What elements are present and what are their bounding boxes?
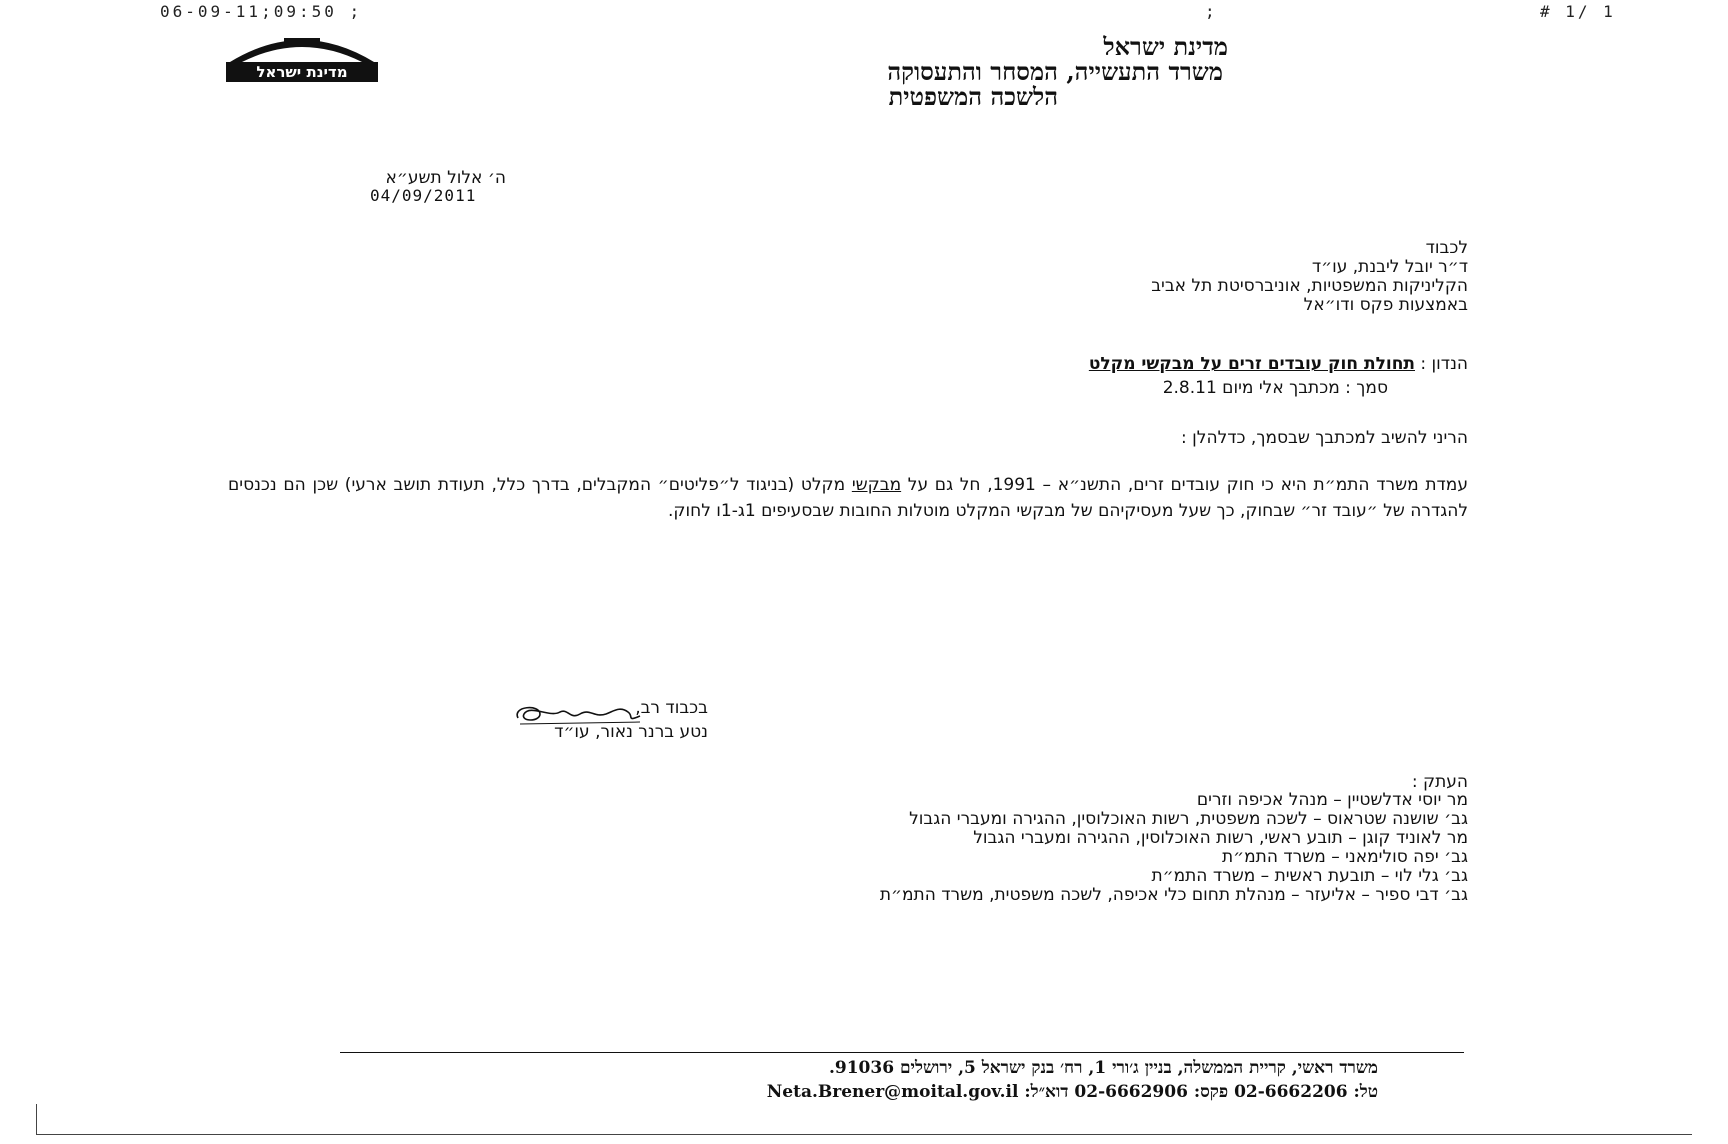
body-text-part1: עמדת משרד התמ״ת היא כי חוק עובדים זרים, התשנ״א – 1991, חל גם על (901, 475, 1468, 495)
body-paragraph (228, 472, 1468, 524)
subject-text: תחולת חוק עובדים זרים על מבקשי מקלט (1088, 354, 1415, 374)
scan-bottom-border (36, 1134, 1692, 1135)
recipient-name: ד״ר יובל ליבנת, עו״ד (1311, 257, 1468, 277)
letterhead-state: מדינת ישראל (1103, 32, 1228, 61)
date-hebrew: ה׳ אלול תשע״א (385, 168, 506, 188)
copy-recipient-4: גב׳ יפה סולימאני – משרד התמ״ת (1221, 847, 1468, 867)
footer-contact: טל: 02-6662206 פקס: 02-6662906 דוא״ל: Neta.Brener@moital.gov.il (766, 1082, 1378, 1102)
date-gregorian: 04/09/2011 (370, 186, 477, 205)
copy-recipient-6: גב׳ דבי ספיר – אליעזר – מנהלת תחום כלי אכיפה, לשכה משפטית, משרד התמ״ת (879, 885, 1468, 905)
body-text-underlined: מבקשי (851, 475, 902, 495)
copy-recipient-3: מר לאוניד קוגן – תובע ראשי, רשות האוכלוסין, ההגירה ומעברי הגבול (973, 828, 1468, 848)
copy-recipient-2: גב׳ שושנה שטראוס – לשכה משפטית, רשות האוכלוסין, ההגירה ומעברי הגבול (909, 809, 1468, 829)
body-intro: הריני להשיב למכתבך שבסמך, כדלהלן : (1181, 428, 1468, 448)
state-emblem-logo (222, 28, 382, 84)
copy-recipient-5: גב׳ גלי לוי – תובעת ראשית – משרד התמ״ת (1151, 866, 1468, 886)
fax-timestamp: 06-09-11;09:50 ; (160, 2, 363, 21)
letterhead-department: הלשכה המשפטית (888, 82, 1058, 111)
subject-label: הנדון : (1420, 354, 1468, 374)
footer-address: משרד ראשי, קריית הממשלה, בניין ג׳ורי 1, רח׳ בנק ישראל 5, ירושלים 91036. (828, 1058, 1378, 1078)
subject-line (1089, 354, 1468, 374)
copy-recipient-1: מר יוסי אדלשטיין – מנהל אכיפה וזרים (1196, 790, 1468, 810)
letterhead-ministry: משרד התעשייה, המסחר והתעסוקה (887, 57, 1223, 86)
copies-label: העתק : (1411, 772, 1468, 792)
signatory-name: נטע ברנר נאור, עו״ד (554, 722, 708, 742)
recipient-institution: הקליניקות המשפטיות, אוניברסיטת תל אביב (1151, 276, 1468, 296)
footer-divider (340, 1052, 1464, 1053)
fax-separator: ; (1205, 2, 1218, 21)
body-text-part2: מקלט (בניגוד ל״פליטים״ המקבלים, בדרך כלל, תעודת תושב ארעי) שכן הם נכנסים להגדרה של ״עובד זר״ שבחוק, כך שעל מעסיקיהם של מבקשי המקלט מוטלות החובות שבסעיפים 1ג-1ו לחוק. (228, 475, 1468, 521)
fax-page-count: # 1/ 1 (1540, 2, 1616, 21)
subject-reference: סמך : מכתבך אלי מיום 2.8.11 (1162, 378, 1388, 398)
scan-left-border (36, 1104, 37, 1134)
recipient-salutation: לכבוד (1425, 238, 1468, 258)
closing: בכבוד רב, (635, 698, 708, 718)
emblem-text: מדינת ישראל (256, 63, 348, 81)
recipient-delivery: באמצעות פקס ודו״אל (1303, 295, 1468, 315)
